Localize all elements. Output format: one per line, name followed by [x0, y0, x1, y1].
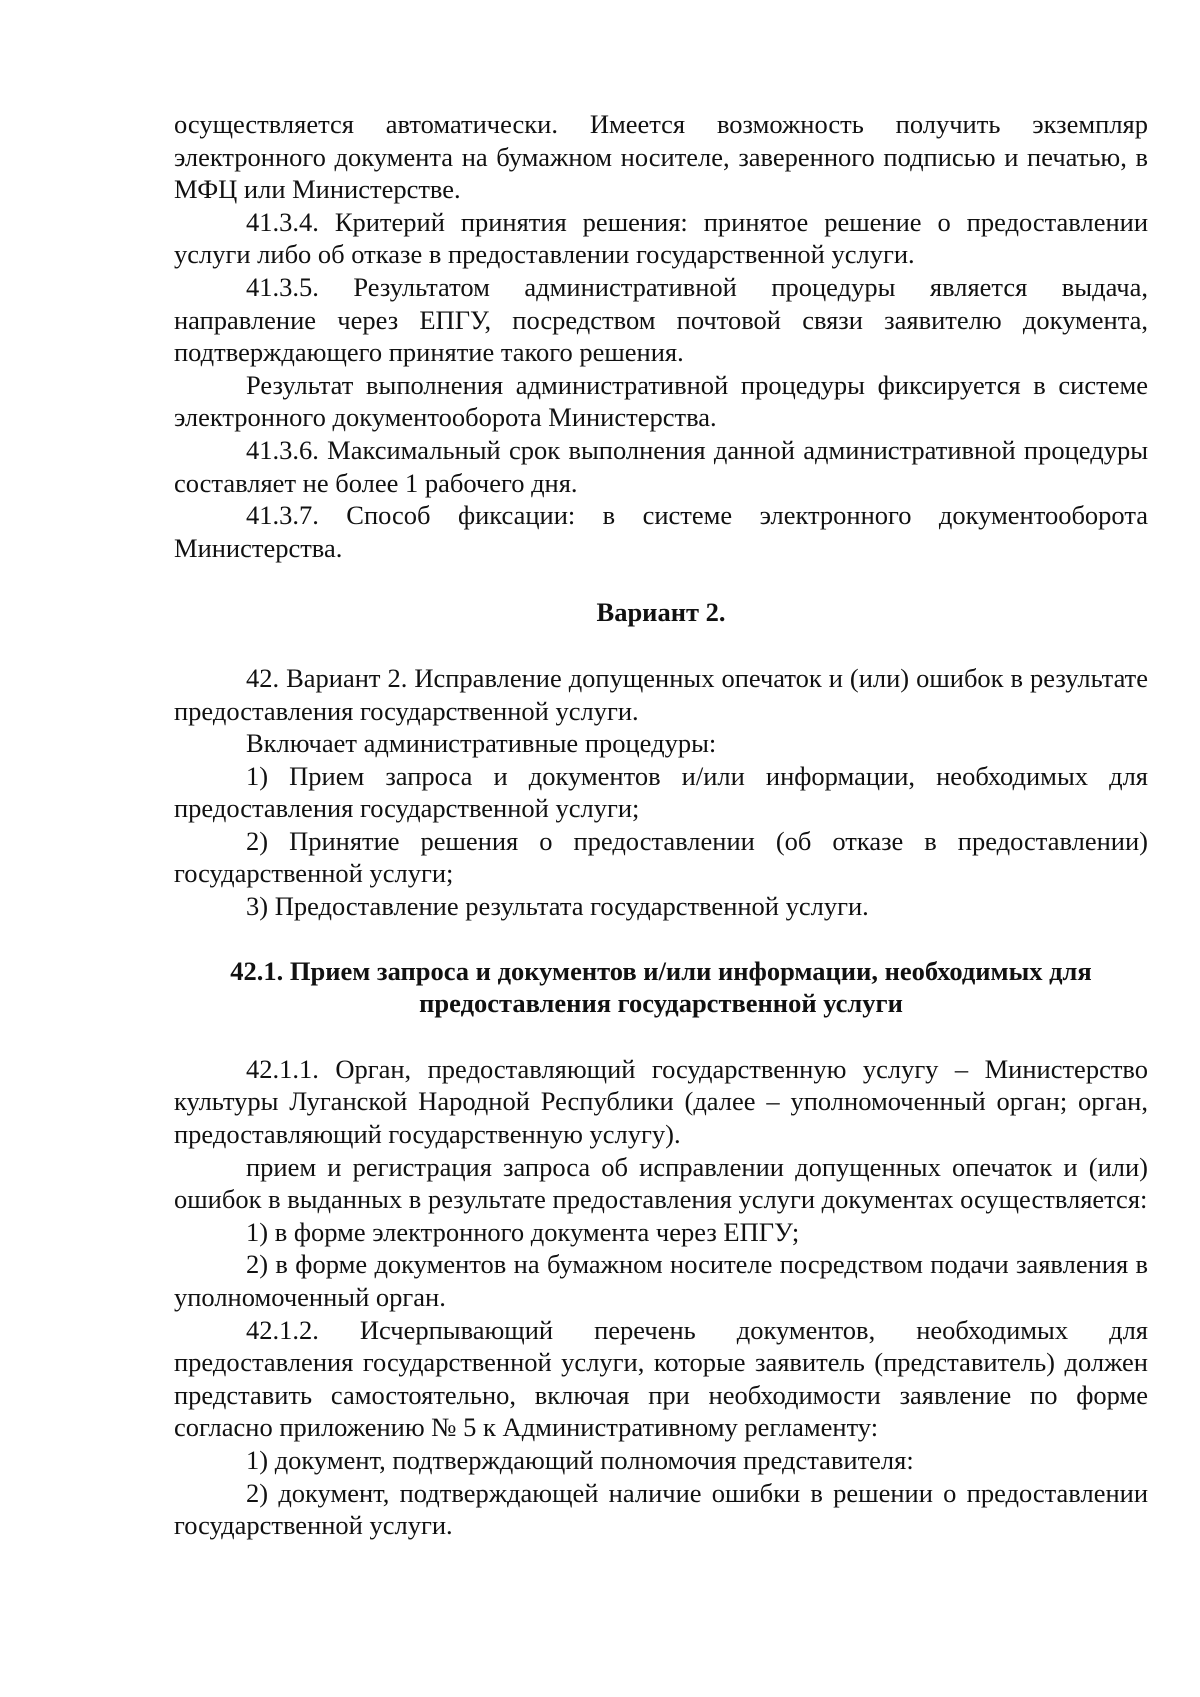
section-heading-line-2: предоставления государственной услуги: [419, 988, 903, 1019]
paragraph-result-fixation: Результат выполнения административной процедуры фиксируется в системе электронного документооборота Министерства.: [174, 369, 1148, 433]
paragraph-41-3-7: 41.3.7. Способ фиксации: в системе электронного документооборота Министерства.: [174, 500, 1148, 563]
list-item-procedure-2: 2) Принятие решения о предоставлении (об отказе в предоставлении) государственной услуги;: [174, 825, 1148, 889]
spacer: [174, 1020, 1148, 1053]
list-item-document-2: 2) документ, подтверждающей наличие ошибки в решении о предоставлении государственной услуги.: [174, 1477, 1148, 1541]
list-item-document-1: 1) документ, подтверждающий полномочия представителя:: [246, 1444, 914, 1475]
section-heading-line-1: 42.1. Прием запроса и документов и/или информации, необходимых для: [230, 955, 1092, 986]
paragraph-41-3-5: 41.3.5. Результатом административной процедуры является выдача, направление через ЕПГУ, посредством почтовой связи заявителю документа, подтверждающего принятие такого решения.: [174, 271, 1148, 368]
paragraph-42-1-1: 42.1.1. Орган, предоставляющий государственную услугу – Министерство культуры Луганской Народной Республики (далее – уполномоченный орган; орган, предоставляющий государственную услугу).: [174, 1053, 1148, 1150]
paragraph-41-3-4: 41.3.4. Критерий принятия решения: принятое решение о предоставлении услуги либо об отказе в предоставлении государственной услуги.: [174, 206, 1148, 270]
list-item-procedure-1: 1) Прием запроса и документов и/или информации, необходимых для предоставления государственной услуги;: [174, 760, 1148, 824]
document-page: [174, 108, 1148, 1542]
list-item-form-2: 2) в форме документов на бумажном носителе посредством подачи заявления в уполномоченный орган.: [174, 1249, 1148, 1312]
paragraph-includes: Включает административные процедуры:: [246, 728, 717, 759]
variant-heading: Вариант 2.: [596, 597, 726, 628]
list-item-form-1: 1) в форме электронного документа через ЕПГУ;: [246, 1216, 800, 1247]
paragraph-41-3-6: 41.3.6. Максимальный срок выполнения данной административной процедуры составляет не более 1 рабочего дня.: [174, 434, 1148, 498]
list-item-procedure-3: 3) Предоставление результата государственной услуги.: [246, 891, 869, 922]
paragraph-continuation: осуществляется автоматически. Имеется возможность получить экземпляр электронного документа на бумажном носителе, заверенного подписью и печатью, в МФЦ или Министерстве.: [174, 109, 1148, 205]
spacer: [174, 564, 1148, 596]
paragraph-registration: прием и регистрация запроса об исправлении допущенных опечаток и (или) ошибок в выданных в результате предоставления услуги документах осуществляется:: [174, 1151, 1148, 1215]
paragraph-42: 42. Вариант 2. Исправление допущенных опечаток и (или) ошибок в результате предоставления государственной услуги.: [174, 662, 1148, 726]
paragraph-42-1-2: 42.1.2. Исчерпывающий перечень документов, необходимых для предоставления государственной услуги, которые заявитель (представитель) должен представить самостоятельно, включая при необходимости заявление по форме согласно приложению № 5 к Административному регламенту:: [174, 1314, 1148, 1443]
spacer: [174, 923, 1148, 955]
spacer: [174, 629, 1148, 662]
